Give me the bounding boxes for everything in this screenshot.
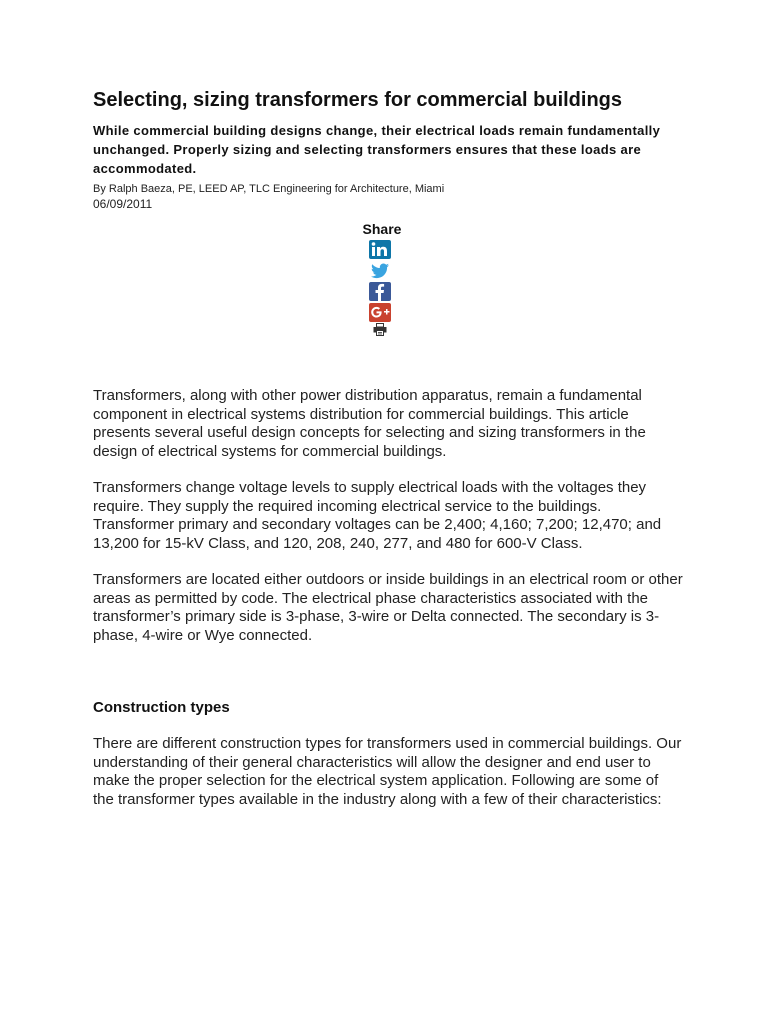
section-paragraph: There are different construction types for transformers used in commercial buildings. Our understanding of their general characteristics will allow the designer and end user to make the proper selection for the electrical system application. Following are some of the transformer types available in the industry along with a few of their characteristics: <box>93 735 682 808</box>
article-title: Selecting, sizing transformers for commercial buildings <box>93 89 623 111</box>
linkedin-icon[interactable] <box>369 240 391 259</box>
article-byline: By Ralph Baeza, PE, LEED AP, TLC Engineering for Architecture, Miami <box>93 183 445 195</box>
share-label: Share <box>362 221 402 237</box>
share-icons <box>369 238 395 336</box>
section-heading: Construction types <box>93 699 230 716</box>
facebook-icon[interactable] <box>369 282 391 301</box>
body-paragraph: Transformers, along with other power distribution apparatus, remain a fundamental component in electrical systems distribution for commercial buildings. This article presents several useful design concepts for selecting and sizing transformers in the design of electrical systems for commercial buildings. <box>93 387 646 460</box>
body-paragraph: Transformers are located either outdoors or inside buildings in an electrical room or other areas as permitted by code. The electrical phase characteristics associated with the transformer’s primary side is 3-phase, 3-wire or Delta connected. The secondary is 3-phase, 4-wire or Wye connected. <box>93 571 683 644</box>
twitter-icon[interactable] <box>369 261 391 280</box>
google-plus-icon[interactable] <box>369 303 391 322</box>
article-deck: While commercial building designs change, their electrical loads remain fundamentally unchanged. Properly sizing and selecting transformers ensures that these loads are accommodated. <box>93 123 661 176</box>
share-block <box>93 221 683 336</box>
body-paragraph: Transformers change voltage levels to supply electrical loads with the voltages they require. They supply the required incoming electrical service to the buildings. Transformer primary and secondary voltages can be 2,400; 4,160; 7,200; 12,470; and 13,200 for 15-kV Class, and 120, 208, 240, 277, and 480 for 600-V Class. <box>93 479 662 552</box>
article-date: 06/09/2011 <box>93 197 153 211</box>
article <box>93 88 683 827</box>
print-icon[interactable] <box>369 323 391 336</box>
